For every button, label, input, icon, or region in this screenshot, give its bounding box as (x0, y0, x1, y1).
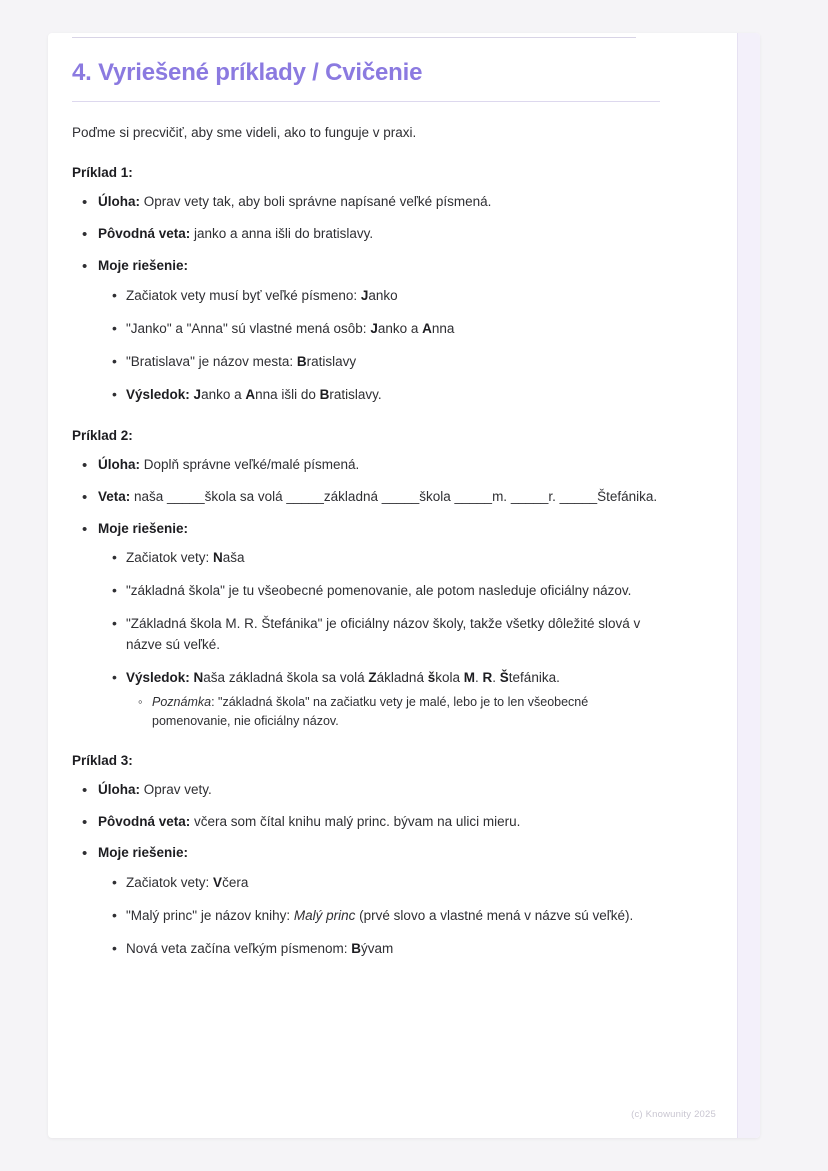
note-list (126, 693, 660, 731)
solution-list (98, 548, 660, 730)
list-item (96, 843, 660, 960)
watermark: (c) Knowunity 2025 (631, 1109, 716, 1120)
example-label: Príklad 1: (72, 165, 133, 181)
item-lead: Veta: (98, 488, 131, 504)
item-lead: Moje riešenie: (98, 258, 189, 274)
example-label: Príklad 2: (72, 427, 133, 443)
page-title: 4. Vyriešené príklady / Cvičenie (72, 59, 660, 102)
example-label: Príklad 3: (72, 752, 133, 768)
item-lead: Pôvodná veta: (98, 226, 191, 242)
item-lead: Moje riešenie: (98, 845, 189, 861)
list-item (96, 519, 660, 731)
item-lead: Moje riešenie: (98, 520, 189, 536)
solution-item: • Začiatok vety: Včera (126, 873, 660, 894)
solution-list (98, 873, 660, 960)
list-item: • Úloha: Oprav vety. (96, 780, 660, 801)
solution-item: • Začiatok vety musí byť veľké písmeno: Janko (126, 286, 660, 307)
solution-item: • "Malý princ" je názov knihy: Malý princ (prvé slovo a vlastné mená v názve sú veľké). (126, 906, 660, 927)
list-item: • Úloha: Oprav vety tak, aby boli správne napísané veľké písmená. (96, 192, 660, 213)
note-item: ◦ Poznámka: "základná škola" na začiatku vety je malé, lebo je to len všeobecné pomenovanie, nie oficiálny názov. (152, 693, 660, 731)
list-item: • Úloha: Doplň správne veľké/malé písmená. (96, 455, 660, 476)
document-content (72, 59, 660, 972)
list-item: • Pôvodná veta: včera som čítal knihu malý princ. bývam na ulici mieru. (96, 812, 660, 833)
solution-list (98, 286, 660, 406)
item-lead: Pôvodná veta: (98, 813, 191, 829)
document-page (48, 33, 760, 1138)
solution-item: • "základná škola" je tu všeobecné pomenovanie, ale potom nasleduje oficiálny názov. (126, 581, 660, 602)
examples-container (72, 165, 660, 960)
list-item: • Pôvodná veta: janko a anna išli do bratislavy. (96, 224, 660, 245)
item-lead: Úloha: (98, 456, 140, 472)
solution-item: • "Základná škola M. R. Štefánika" je oficiálny názov školy, takže všetky dôležité slová v názve sú veľké. (126, 614, 660, 656)
list-item: • Veta: naša _____škola sa volá _____základná _____škola _____m. _____r. _____Štefánika. (96, 487, 660, 508)
top-divider (72, 37, 636, 38)
item-lead: Úloha: (98, 194, 140, 210)
intro-paragraph: Poďme si precvičiť, aby sme videli, ako to funguje v praxi. (72, 125, 417, 140)
list-item (96, 256, 660, 406)
solution-item: • Výsledok: Naša základná škola sa volá Základná škola M. R. Štefánika. ◦ Poznámka: "základná škola" na začiatku vety je malé, lebo je to len všeobecné pomenovanie, nie oficiálny názov. (126, 668, 660, 730)
example-item-list (72, 780, 660, 961)
item-lead: Úloha: (98, 781, 140, 797)
solution-item: • "Janko" a "Anna" sú vlastné mená osôb: Janko a Anna (126, 319, 660, 340)
example-item-list (72, 192, 660, 405)
page-edge-strip (737, 33, 760, 1138)
example-item-list (72, 455, 660, 731)
solution-item: • Výsledok: Janko a Anna išli do Bratislavy. (126, 385, 660, 406)
solution-item: • "Bratislava" je názov mesta: Bratislavy (126, 352, 660, 373)
solution-item: • Začiatok vety: Naša (126, 548, 660, 569)
solution-item: • Nová veta začína veľkým písmenom: Bývam (126, 939, 660, 960)
